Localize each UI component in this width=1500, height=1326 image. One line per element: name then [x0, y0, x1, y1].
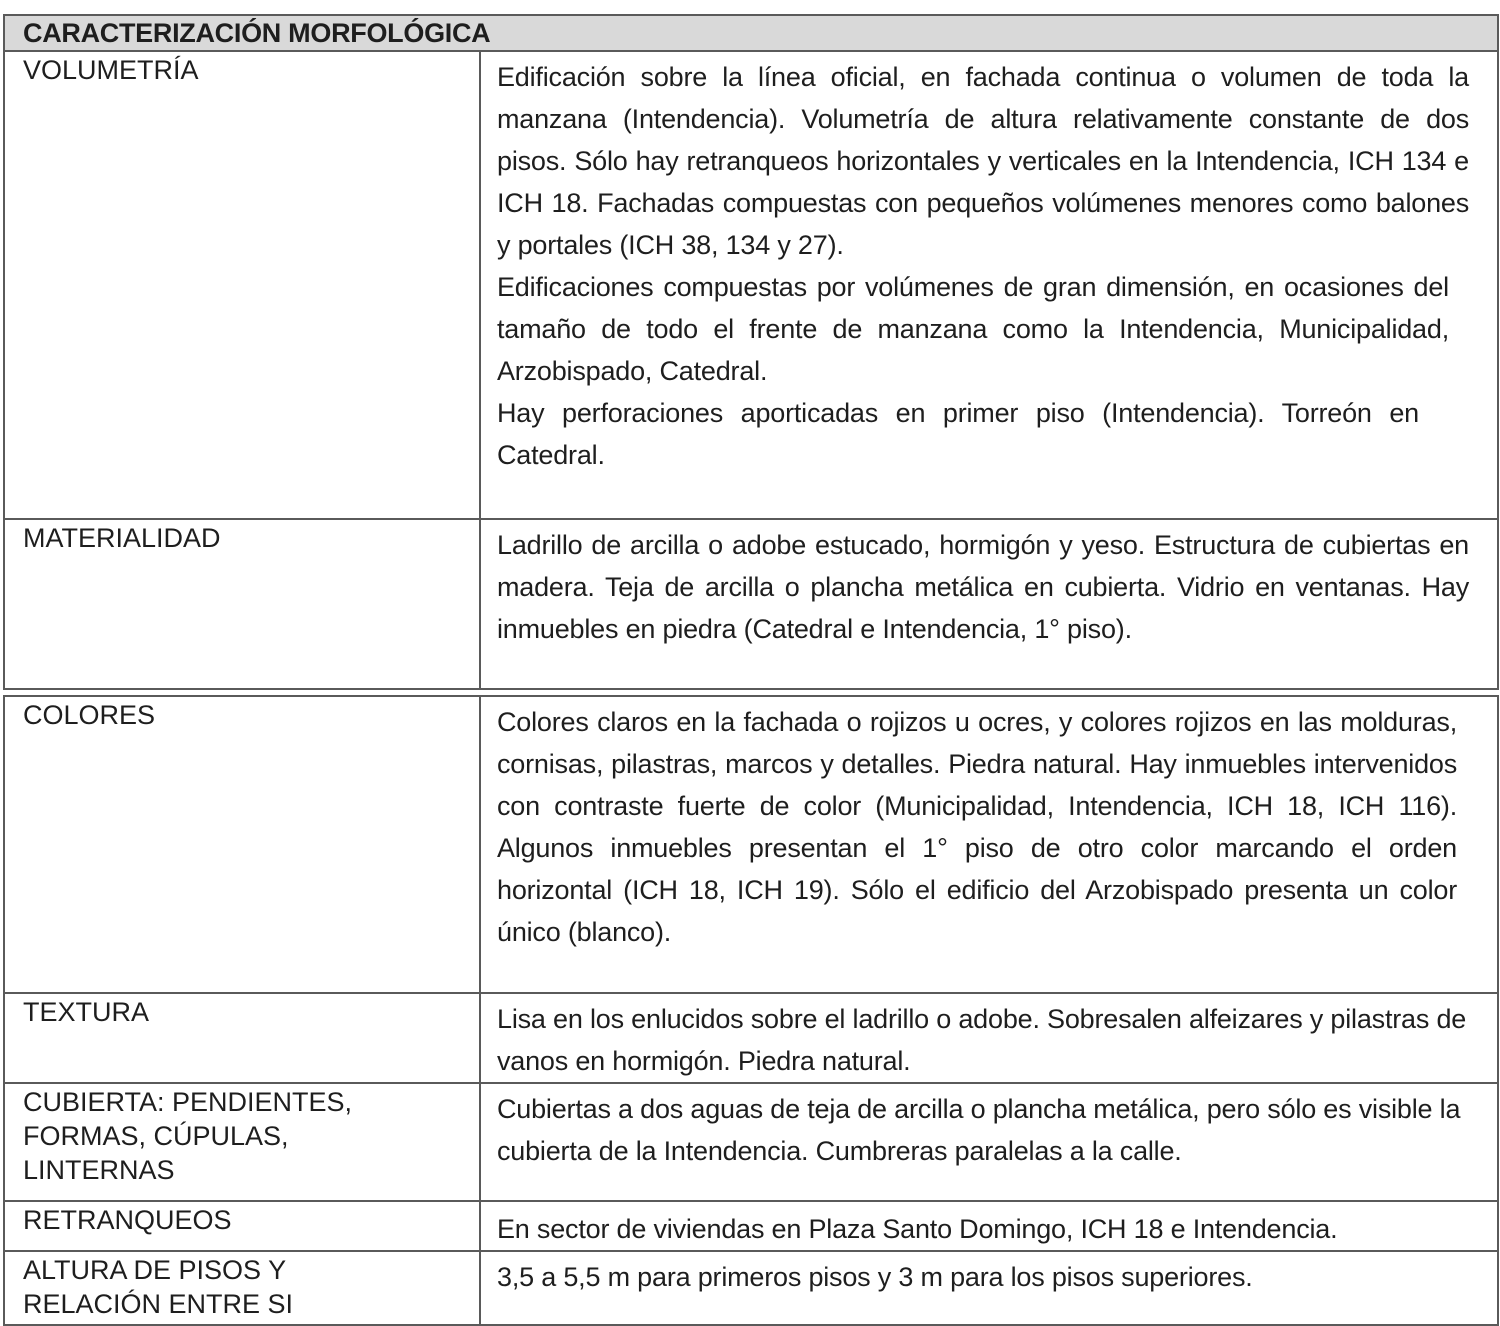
table-row-retranqueos — [4, 1201, 1498, 1251]
row-description-cell — [480, 1083, 1498, 1201]
row-label: CUBIERTA: PENDIENTES, FORMAS, CÚPULAS, LINTERNAS — [23, 1087, 353, 1185]
row-label-cell — [4, 51, 480, 519]
row-description-cell — [480, 519, 1498, 689]
row-label: MATERIALIDAD — [23, 523, 221, 553]
description-paragraph: Lisa en los enlucidos sobre el ladrillo o adobe. Sobresalen alfeizares y pilastras de vanos en hormigón. Piedra natural. — [497, 1004, 1467, 1076]
description-paragraph: Edificación sobre la línea oficial, en fachada continua o volumen de toda la manzana (Intendencia). Volumetría de altura relativamente constante de dos pisos. Sólo hay retranqueos horizontales y verticales en la Intendencia, ICH 134 e ICH 18. Fachadas compuestas con pequeños volúmenes menores como balones y portales (ICH 38, 134 y 27). — [497, 62, 1469, 260]
row-description-cell — [480, 696, 1498, 993]
table-row-colores — [4, 696, 1498, 993]
description-paragraph: 3,5 a 5,5 m para primeros pisos y 3 m para los pisos superiores. — [497, 1262, 1253, 1292]
row-label: VOLUMETRÍA — [23, 55, 199, 85]
row-label: COLORES — [23, 700, 156, 730]
morphology-table-part-2 — [3, 695, 1499, 1326]
row-description-cell — [480, 993, 1498, 1083]
description-paragraph: Edificaciones compuestas por volúmenes de gran dimensión, en ocasiones del tamaño de todo el frente de manzana como la Intendencia, Municipalidad, Arzobispado, Catedral. — [497, 272, 1449, 386]
table-row-volumetria — [4, 51, 1498, 519]
row-description-cell — [480, 51, 1498, 519]
row-label-cell — [4, 1251, 480, 1325]
table-title: CARACTERIZACIÓN MORFOLÓGICA — [23, 18, 491, 48]
row-label: ALTURA DE PISOS Y RELACIÓN ENTRE SI — [23, 1255, 294, 1319]
row-description-cell — [480, 1201, 1498, 1251]
row-label-cell — [4, 519, 480, 689]
description-paragraph: Cubiertas a dos aguas de teja de arcilla o plancha metálica, pero sólo es visible la cubierta de la Intendencia. Cumbreras paralelas a la calle. — [497, 1094, 1461, 1166]
table-header-cell — [4, 15, 1498, 51]
row-label-cell — [4, 993, 480, 1083]
row-description-cell — [480, 1251, 1498, 1325]
table-row-altura — [4, 1251, 1498, 1325]
table-row-materialidad — [4, 519, 1498, 689]
table-header-row — [4, 15, 1498, 51]
row-label-cell — [4, 1201, 480, 1251]
description-paragraph: Hay perforaciones aporticadas en primer piso (Intendencia). Torreón en Catedral. — [497, 398, 1419, 470]
table-row-textura — [4, 993, 1498, 1083]
row-label-cell — [4, 696, 480, 993]
description-paragraph: Colores claros en la fachada o rojizos u ocres, y colores rojizos en las molduras, cornisas, pilastras, marcos y detalles. Piedra natural. Hay inmuebles intervenidos con contraste fuerte de color (Municipalidad, Intendencia, ICH 18, ICH 116). Algunos inmuebles presentan el 1° piso de otro color marcando el orden horizontal (ICH 18, ICH 19). Sólo el edificio del Arzobispado presenta un color único (blanco). — [497, 707, 1457, 947]
description-paragraph: En sector de viviendas en Plaza Santo Domingo, ICH 18 e Intendencia. — [497, 1214, 1338, 1244]
table-row-cubierta — [4, 1083, 1498, 1201]
morphology-table-part-1 — [3, 14, 1499, 690]
row-label: TEXTURA — [23, 997, 150, 1027]
description-paragraph: Ladrillo de arcilla o adobe estucado, hormigón y yeso. Estructura de cubiertas en madera. Teja de arcilla o plancha metálica en cubierta. Vidrio en ventanas. Hay inmuebles en piedra (Catedral e Intendencia, 1° piso). — [497, 530, 1469, 644]
row-label: RETRANQUEOS — [23, 1205, 232, 1235]
row-label-cell — [4, 1083, 480, 1201]
